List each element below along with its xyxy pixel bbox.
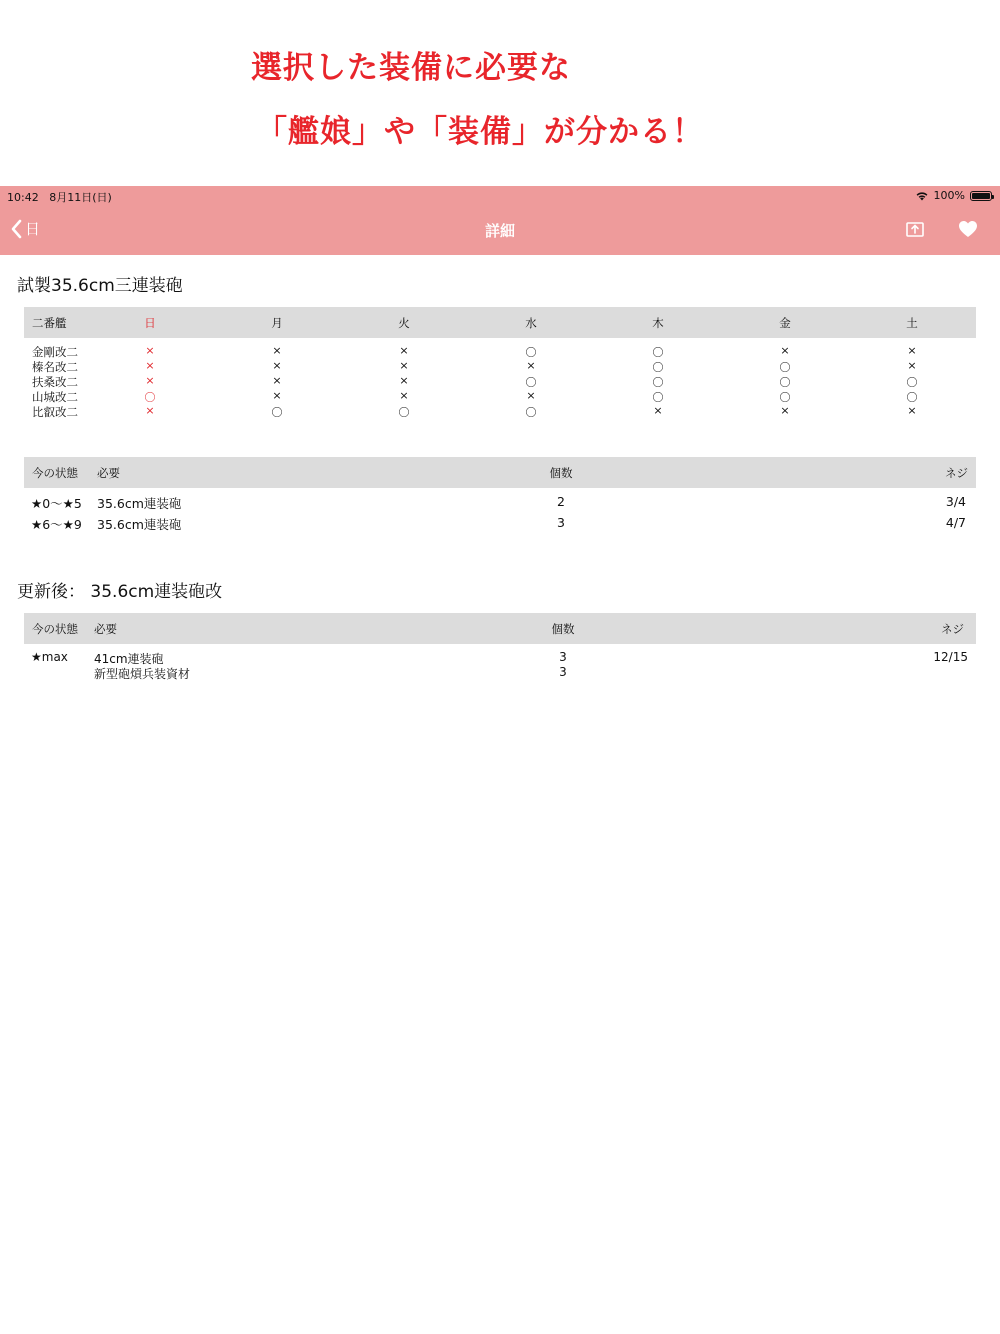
ship-mark: 〇: [271, 406, 283, 419]
ship-mark: ×: [780, 404, 790, 417]
ship-mark: 〇: [652, 361, 664, 374]
header-count: 個数: [551, 622, 575, 636]
ship-name: 金剛改二: [32, 345, 78, 359]
promo-banner: [0, 0, 1000, 186]
header-tue: 火: [398, 316, 410, 330]
ship-name: 扶桑改二: [32, 375, 78, 389]
header-need: 必要: [97, 466, 120, 480]
header-screw: ネジ: [941, 622, 964, 636]
navigation-bar: [0, 206, 1000, 255]
status-right: [915, 189, 992, 202]
req-screw: 3/4: [945, 494, 966, 509]
status-time: [7, 189, 112, 205]
status-clock: 10:42: [7, 191, 39, 204]
heart-icon: [957, 218, 979, 240]
req-screw: 4/7: [945, 515, 966, 530]
upgrade-need: 41cm連装砲: [94, 652, 164, 666]
header-need: 必要: [94, 622, 117, 636]
req-need: 35.6cm連装砲: [97, 517, 182, 532]
battery-icon: [970, 191, 992, 201]
req-state: ★0〜★5: [31, 496, 82, 511]
ship-mark: 〇: [652, 391, 664, 404]
ship-mark: 〇: [652, 376, 664, 389]
ship-mark: ×: [526, 359, 536, 372]
promo-line-2: 「艦娘」や「装備」が分かる！: [256, 114, 704, 150]
ship-mark: 〇: [906, 391, 918, 404]
ship-mark: ×: [780, 344, 790, 357]
header-state: 今の状態: [32, 466, 78, 480]
header-mon: 月: [271, 316, 283, 330]
upgrade-count: 3: [559, 650, 567, 664]
upgrade-state: ★max: [31, 650, 68, 664]
ship-mark: ×: [272, 389, 282, 402]
upgrade-need: 新型砲熕兵装資材: [94, 667, 191, 681]
ship-name: 山城改二: [32, 390, 78, 404]
ship-mark: 〇: [525, 406, 537, 419]
req-count: 2: [557, 494, 565, 509]
upgrade-table-body: [24, 650, 976, 690]
ship-mark: 〇: [525, 376, 537, 389]
item-title: 試製35.6cm三連装砲: [17, 276, 183, 296]
ship-mark: ×: [399, 359, 409, 372]
ship-mark: 〇: [144, 391, 156, 404]
favorite-button[interactable]: [957, 218, 979, 244]
ship-mark: 〇: [779, 391, 791, 404]
ship-mark: 〇: [652, 346, 664, 359]
requirements-table-header: [24, 457, 976, 488]
ship-mark: 〇: [779, 361, 791, 374]
status-date: 8月11日(日): [49, 191, 112, 204]
ship-mark: ×: [907, 404, 917, 417]
header-wed: 水: [525, 316, 537, 330]
ship-mark: ×: [399, 389, 409, 402]
ship-mark: ×: [272, 359, 282, 372]
app-bar: [0, 186, 1000, 255]
req-count: 3: [557, 515, 565, 530]
ship-mark: 〇: [906, 376, 918, 389]
back-label: 日: [25, 220, 41, 238]
ship-mark: ×: [145, 359, 155, 372]
upgrade-screw: 12/15: [933, 650, 968, 664]
promo-line-1: 選択した装備に必要な: [251, 50, 571, 86]
header-count: 個数: [549, 466, 573, 480]
share-icon: [904, 218, 926, 240]
header-sun: 日: [144, 316, 156, 330]
ship-mark: ×: [907, 344, 917, 357]
battery-percent: 100%: [933, 189, 965, 202]
ship-mark: 〇: [779, 376, 791, 389]
status-bar: [0, 186, 1000, 206]
ship-name: 比叡改二: [32, 405, 78, 419]
ship-mark: 〇: [398, 406, 410, 419]
ship-mark: ×: [145, 374, 155, 387]
ship-name: 榛名改二: [32, 360, 78, 374]
ship-mark: ×: [399, 374, 409, 387]
header-thu: 木: [652, 316, 664, 330]
req-state: ★6〜★9: [31, 517, 82, 532]
ship-mark: 〇: [525, 346, 537, 359]
ship-mark: ×: [399, 344, 409, 357]
ship-mark: ×: [526, 389, 536, 402]
ship-mark: ×: [145, 344, 155, 357]
ship-table-body: [24, 344, 976, 424]
header-screw: ネジ: [945, 466, 968, 480]
header-second-ship: 二番艦: [32, 316, 67, 330]
upgrade-title: 更新後： 35.6cm連装砲改: [17, 582, 223, 602]
ship-mark: ×: [272, 374, 282, 387]
wifi-icon: [915, 191, 929, 201]
page-title: 詳細: [484, 222, 515, 240]
share-button[interactable]: [904, 218, 926, 244]
ship-mark: ×: [907, 359, 917, 372]
upgrade-count: 3: [559, 665, 567, 679]
ship-mark: ×: [653, 404, 663, 417]
upgrade-table-header: [24, 613, 976, 644]
header-fri: 金: [779, 316, 791, 330]
ship-mark: ×: [145, 404, 155, 417]
header-state: 今の状態: [32, 622, 78, 636]
ship-mark: ×: [272, 344, 282, 357]
requirements-table-body: [24, 494, 976, 534]
ship-table-header: [24, 307, 976, 338]
header-sat: 土: [906, 316, 918, 330]
req-need: 35.6cm連装砲: [97, 496, 182, 511]
